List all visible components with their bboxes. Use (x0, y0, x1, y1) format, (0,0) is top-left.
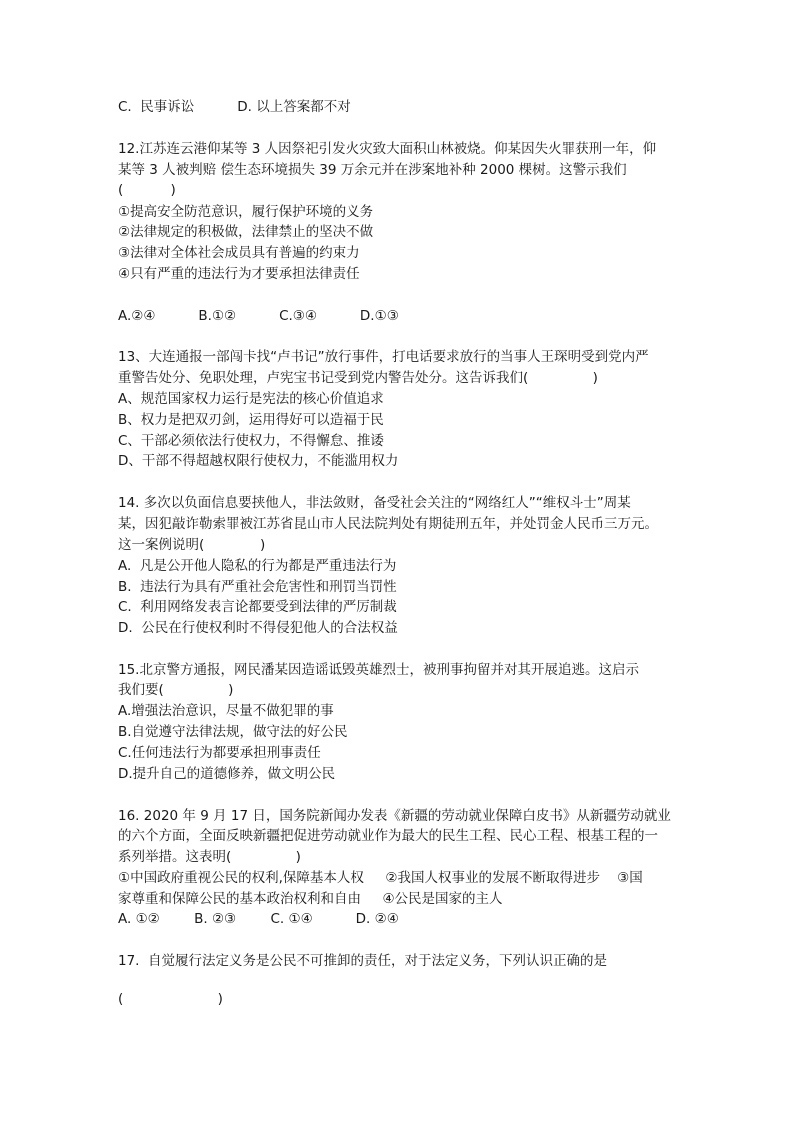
q11-options-cd: C. 民事诉讼 D. 以上答案都不对 (118, 99, 351, 115)
q15-stem-line-2: 我们要( ) (118, 682, 234, 698)
q16-stem-line-1: 16. 2020 年 9 月 17 日，国务院新闻办发表《新疆的劳动就业保障白皮书》从新疆劳动就业 (118, 808, 671, 824)
q17-answer-blank: ( ) (118, 991, 223, 1007)
q12-statement-1: ①提高安全防范意识，履行保护环境的义务 (118, 204, 374, 220)
q14-stem-line-3: 这一案例说明( ) (118, 537, 266, 553)
q15-option-b: B.自觉遵守法律法规，做守法的好公民 (118, 724, 348, 740)
q12-options: A.②④ B.①② C.③④ D.①③ (118, 308, 399, 324)
q13-stem-line-2: 重警告处分、免职处理，卢宪宝书记受到党内警告处分。这告诉我们( ) (118, 370, 598, 386)
q16-stem-line-3: 系列举措。这表明( ) (118, 849, 301, 865)
q14-option-c: C. 利用网络发表言论都要受到法律的严厉制裁 (118, 599, 397, 615)
q13-option-d: D、干部不得超越权限行使权力，不能滥用权力 (118, 453, 399, 469)
q13-option-a: A、规范国家权力运行是宪法的核心价值追求 (118, 391, 384, 407)
q12-statement-2: ②法律规定的积极做，法律禁止的坚决不做 (118, 224, 374, 240)
q13-stem-line-1: 13、大连通报一部闯卡找“卢书记”放行事件，打电话要求放行的当事人王琛明受到党内严 (118, 349, 649, 365)
q14-stem-line-2: 某，因犯敲诈勒索罪被江苏省昆山市人民法院判处有期徒刑五年，并处罚金人民币三万元。 (118, 516, 658, 532)
q14-stem-line-1: 14. 多次以负面信息要挟他人，非法敛财，备受社会关注的“网络红人”“维权斗士”周某 (118, 495, 631, 511)
q12-statement-4: ④只有严重的违法行为才要承担法律责任 (118, 266, 360, 282)
q16-stem-line-2: 的六个方面，全面反映新疆把促进劳动就业作为最大的民生工程、民心工程、根基工程的一 (118, 828, 658, 844)
q13-option-c: C、干部必须依法行使权力，不得懈怠、推诿 (118, 433, 384, 449)
q12-stem-line-2: 某等 3 人被判赔 偿生态环境损失 39 万余元并在涉案地补种 2000 棵树。这警示我们 (118, 162, 627, 178)
q14-option-a: A. 凡是公开他人隐私的行为都是严重违法行为 (118, 558, 397, 574)
q13-option-b: B、权力是把双刃剑，运用得好可以造福于民 (118, 412, 384, 428)
q16-statements-line-1: ①中国政府重视公民的权利,保障基本人权 ②我国人权事业的发展不断取得进步 ③国 (118, 870, 643, 886)
q12-stem-line-1: 12.江苏连云港仰某等 3 人因祭祀引发火灾致大面积山林被烧。仰某因失火罪获刑一年，仰 (118, 141, 657, 157)
q16-statements-line-2: 家尊重和保障公民的基本政治权利和自由 ④公民是国家的主人 (118, 891, 503, 907)
q15-stem-line-1: 15.北京警方通报，网民潘某因造谣诋毁英雄烈士，被刑事拘留并对其开展追逃。这启示 (118, 662, 639, 678)
q12-answer-blank: ( ) (118, 182, 176, 198)
q17-stem: 17. 自觉履行法定义务是公民不可推卸的责任，对于法定义务，下列认识正确的是 (118, 953, 608, 969)
q14-option-d: D. 公民在行使权利时不得侵犯他人的合法权益 (118, 620, 398, 636)
q15-option-d: D.提升自己的道德修养，做文明公民 (118, 766, 336, 782)
q14-option-b: B. 违法行为具有严重社会危害性和刑罚当罚性 (118, 579, 397, 595)
q12-statement-3: ③法律对全体社会成员具有普遍的约束力 (118, 245, 360, 261)
q16-options: A. ①② B. ②③ C. ①④ D. ②④ (118, 911, 399, 927)
q15-option-c: C.任何违法行为都要承担刑事责任 (118, 745, 321, 761)
q15-option-a: A.增强法治意识，尽量不做犯罪的事 (118, 703, 334, 719)
